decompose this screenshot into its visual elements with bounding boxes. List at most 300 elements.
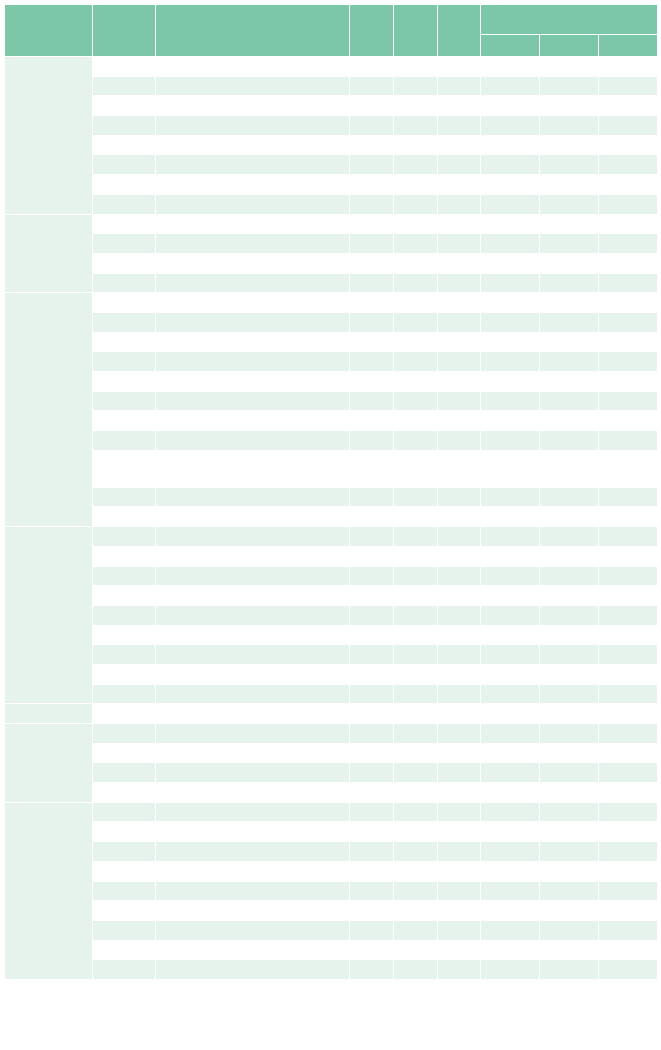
score-2018-cell (540, 450, 599, 487)
admitted-cell (394, 57, 438, 77)
admitted-cell (394, 332, 438, 352)
table-row (5, 234, 658, 254)
applicants-cell (350, 901, 394, 921)
admitted-cell (394, 802, 438, 822)
applicants-cell (350, 763, 394, 783)
score-2017-cell (599, 645, 658, 665)
exempt-cell (438, 822, 481, 842)
applicants-cell (350, 625, 394, 645)
code-cell (93, 116, 156, 136)
score-2018-cell (540, 155, 599, 175)
applicants-cell (350, 664, 394, 684)
applicants-cell (350, 431, 394, 451)
score-2018-cell (540, 704, 599, 724)
table-row (5, 605, 658, 625)
applicants-cell (350, 450, 394, 487)
score-2017-cell (599, 960, 658, 980)
admitted-cell (394, 704, 438, 724)
major-name-cell (156, 76, 350, 96)
table-row (5, 507, 658, 527)
admitted-cell (394, 214, 438, 234)
admitted-cell (394, 566, 438, 586)
score-2018-cell (540, 253, 599, 273)
code-cell (93, 586, 156, 606)
table-row (5, 273, 658, 293)
code-cell (93, 546, 156, 566)
code-cell (93, 901, 156, 921)
score-2018-cell (540, 724, 599, 744)
exempt-cell (438, 527, 481, 547)
score-2017-cell (599, 487, 658, 507)
code-cell (93, 684, 156, 704)
score-2018-cell (540, 802, 599, 822)
score-2019-cell (481, 96, 540, 116)
score-2019-cell (481, 155, 540, 175)
score-2019-cell (481, 391, 540, 411)
score-2019-cell (481, 901, 540, 921)
exempt-cell (438, 352, 481, 372)
applicants-cell (350, 332, 394, 352)
score-2019-cell (481, 586, 540, 606)
admitted-cell (394, 135, 438, 155)
header-code (93, 5, 156, 57)
score-2018-cell (540, 763, 599, 783)
table-row (5, 450, 658, 487)
applicants-cell (350, 76, 394, 96)
score-2018-cell (540, 861, 599, 881)
table-row (5, 881, 658, 901)
score-2019-cell (481, 546, 540, 566)
score-2019-cell (481, 802, 540, 822)
score-2017-cell (599, 391, 658, 411)
exempt-cell (438, 684, 481, 704)
score-2018-cell (540, 135, 599, 155)
score-2017-cell (599, 411, 658, 431)
score-2018-cell (540, 431, 599, 451)
exempt-cell (438, 901, 481, 921)
major-name-cell (156, 566, 350, 586)
admitted-cell (394, 273, 438, 293)
major-name-cell (156, 450, 350, 487)
score-2017-cell (599, 312, 658, 332)
score-2018-cell (540, 57, 599, 77)
score-2019-cell (481, 411, 540, 431)
score-2018-cell (540, 332, 599, 352)
score-2019-cell (481, 57, 540, 77)
exempt-cell (438, 273, 481, 293)
code-cell (93, 802, 156, 822)
table-row (5, 704, 658, 724)
major-name-cell (156, 391, 350, 411)
admitted-cell (394, 527, 438, 547)
score-2019-cell (481, 253, 540, 273)
score-2017-cell (599, 763, 658, 783)
score-2019-cell (481, 431, 540, 451)
table-row (5, 194, 658, 214)
table-row (5, 645, 658, 665)
exempt-cell (438, 450, 481, 487)
major-name-cell (156, 372, 350, 392)
exempt-cell (438, 372, 481, 392)
code-cell (93, 431, 156, 451)
applicants-cell (350, 645, 394, 665)
score-2017-cell (599, 234, 658, 254)
score-2019-cell (481, 332, 540, 352)
applicants-cell (350, 312, 394, 332)
score-2019-cell (481, 842, 540, 862)
score-2017-cell (599, 684, 658, 704)
table-row (5, 625, 658, 645)
score-2017-cell (599, 546, 658, 566)
score-2018-cell (540, 312, 599, 332)
major-name-cell (156, 332, 350, 352)
college-cell (5, 704, 93, 724)
score-2017-cell (599, 372, 658, 392)
admitted-cell (394, 724, 438, 744)
applicants-cell (350, 743, 394, 763)
score-2018-cell (540, 527, 599, 547)
admission-table (4, 4, 658, 980)
exempt-cell (438, 332, 481, 352)
table-row (5, 586, 658, 606)
admitted-cell (394, 605, 438, 625)
score-2017-cell (599, 842, 658, 862)
applicants-cell (350, 802, 394, 822)
header-exempt (438, 5, 481, 57)
score-2019-cell (481, 566, 540, 586)
table-row (5, 135, 658, 155)
exempt-cell (438, 960, 481, 980)
code-cell (93, 487, 156, 507)
score-2019-cell (481, 861, 540, 881)
score-2018-cell (540, 391, 599, 411)
score-2018-cell (540, 842, 599, 862)
exempt-cell (438, 135, 481, 155)
code-cell (93, 645, 156, 665)
major-name-cell (156, 116, 350, 136)
score-2017-cell (599, 273, 658, 293)
score-2019-cell (481, 527, 540, 547)
table-row (5, 411, 658, 431)
major-name-cell (156, 586, 350, 606)
score-2017-cell (599, 822, 658, 842)
table-row (5, 861, 658, 881)
score-2017-cell (599, 253, 658, 273)
score-2017-cell (599, 96, 658, 116)
table-row (5, 431, 658, 451)
applicants-cell (350, 391, 394, 411)
exempt-cell (438, 920, 481, 940)
score-2017-cell (599, 743, 658, 763)
table-row (5, 372, 658, 392)
exempt-cell (438, 546, 481, 566)
exempt-cell (438, 783, 481, 803)
applicants-cell (350, 861, 394, 881)
major-name-cell (156, 783, 350, 803)
admitted-cell (394, 352, 438, 372)
applicants-cell (350, 960, 394, 980)
score-2018-cell (540, 645, 599, 665)
admitted-cell (394, 783, 438, 803)
score-2017-cell (599, 586, 658, 606)
code-cell (93, 763, 156, 783)
major-name-cell (156, 194, 350, 214)
table-row (5, 391, 658, 411)
table-row (5, 802, 658, 822)
admitted-cell (394, 822, 438, 842)
table-row (5, 566, 658, 586)
table-row (5, 76, 658, 96)
major-name-cell (156, 842, 350, 862)
applicants-cell (350, 352, 394, 372)
header-college (5, 5, 93, 57)
exempt-cell (438, 743, 481, 763)
admitted-cell (394, 625, 438, 645)
score-2019-cell (481, 920, 540, 940)
score-2017-cell (599, 901, 658, 921)
major-name-cell (156, 940, 350, 960)
major-name-cell (156, 960, 350, 980)
code-cell (93, 352, 156, 372)
admitted-cell (394, 842, 438, 862)
code-cell (93, 234, 156, 254)
code-cell (93, 293, 156, 313)
score-2019-cell (481, 507, 540, 527)
score-2018-cell (540, 901, 599, 921)
applicants-cell (350, 566, 394, 586)
admitted-cell (394, 96, 438, 116)
major-name-cell (156, 214, 350, 234)
major-name-cell (156, 881, 350, 901)
code-cell (93, 155, 156, 175)
code-cell (93, 743, 156, 763)
score-2019-cell (481, 135, 540, 155)
exempt-cell (438, 724, 481, 744)
code-cell (93, 450, 156, 487)
score-2019-cell (481, 645, 540, 665)
score-2018-cell (540, 175, 599, 195)
header-admitted (394, 5, 438, 57)
score-2019-cell (481, 450, 540, 487)
score-2018-cell (540, 625, 599, 645)
applicants-cell (350, 704, 394, 724)
major-name-cell (156, 312, 350, 332)
exempt-cell (438, 861, 481, 881)
major-name-cell (156, 704, 350, 724)
score-2019-cell (481, 664, 540, 684)
admitted-cell (394, 175, 438, 195)
admitted-cell (394, 881, 438, 901)
college-cell (5, 527, 93, 704)
score-2019-cell (481, 214, 540, 234)
table-row (5, 312, 658, 332)
exempt-cell (438, 253, 481, 273)
table-row (5, 546, 658, 566)
exempt-cell (438, 57, 481, 77)
score-2018-cell (540, 783, 599, 803)
applicants-cell (350, 214, 394, 234)
score-2018-cell (540, 352, 599, 372)
major-name-cell (156, 861, 350, 881)
applicants-cell (350, 116, 394, 136)
score-2017-cell (599, 332, 658, 352)
table-row (5, 352, 658, 372)
major-name-cell (156, 431, 350, 451)
score-2017-cell (599, 861, 658, 881)
table-row (5, 763, 658, 783)
table-row (5, 96, 658, 116)
applicants-cell (350, 487, 394, 507)
code-cell (93, 312, 156, 332)
admitted-cell (394, 920, 438, 940)
exempt-cell (438, 664, 481, 684)
code-cell (93, 194, 156, 214)
major-name-cell (156, 684, 350, 704)
code-cell (93, 724, 156, 744)
admitted-cell (394, 487, 438, 507)
code-cell (93, 411, 156, 431)
exempt-cell (438, 605, 481, 625)
applicants-cell (350, 96, 394, 116)
header-year-2017 (599, 35, 658, 57)
score-2017-cell (599, 175, 658, 195)
score-2019-cell (481, 743, 540, 763)
major-name-cell (156, 920, 350, 940)
admitted-cell (394, 431, 438, 451)
score-2018-cell (540, 546, 599, 566)
score-2017-cell (599, 57, 658, 77)
score-2017-cell (599, 293, 658, 313)
major-name-cell (156, 763, 350, 783)
table-row (5, 664, 658, 684)
admitted-cell (394, 312, 438, 332)
applicants-cell (350, 586, 394, 606)
major-name-cell (156, 743, 350, 763)
code-cell (93, 507, 156, 527)
table-row (5, 214, 658, 234)
admitted-cell (394, 76, 438, 96)
admitted-cell (394, 684, 438, 704)
major-name-cell (156, 293, 350, 313)
major-name-cell (156, 253, 350, 273)
score-2017-cell (599, 724, 658, 744)
code-cell (93, 861, 156, 881)
applicants-cell (350, 273, 394, 293)
table-row (5, 783, 658, 803)
applicants-cell (350, 372, 394, 392)
code-cell (93, 940, 156, 960)
score-2019-cell (481, 372, 540, 392)
score-2017-cell (599, 566, 658, 586)
admitted-cell (394, 155, 438, 175)
score-2017-cell (599, 155, 658, 175)
major-name-cell (156, 625, 350, 645)
score-2017-cell (599, 704, 658, 724)
exempt-cell (438, 293, 481, 313)
table-row (5, 684, 658, 704)
code-cell (93, 175, 156, 195)
major-name-cell (156, 724, 350, 744)
admitted-cell (394, 586, 438, 606)
score-2019-cell (481, 940, 540, 960)
exempt-cell (438, 155, 481, 175)
applicants-cell (350, 940, 394, 960)
score-2018-cell (540, 411, 599, 431)
header-year-2018 (540, 35, 599, 57)
exempt-cell (438, 175, 481, 195)
table-row (5, 527, 658, 547)
score-2018-cell (540, 214, 599, 234)
admitted-cell (394, 901, 438, 921)
score-2019-cell (481, 605, 540, 625)
admitted-cell (394, 940, 438, 960)
exempt-cell (438, 940, 481, 960)
score-2018-cell (540, 743, 599, 763)
applicants-cell (350, 57, 394, 77)
table-row (5, 293, 658, 313)
applicants-cell (350, 842, 394, 862)
applicants-cell (350, 684, 394, 704)
score-2017-cell (599, 527, 658, 547)
admitted-cell (394, 234, 438, 254)
score-2018-cell (540, 76, 599, 96)
major-name-cell (156, 546, 350, 566)
score-2018-cell (540, 960, 599, 980)
exempt-cell (438, 586, 481, 606)
score-2019-cell (481, 175, 540, 195)
major-name-cell (156, 487, 350, 507)
applicants-cell (350, 135, 394, 155)
table-row (5, 724, 658, 744)
score-2019-cell (481, 312, 540, 332)
score-2019-cell (481, 76, 540, 96)
code-cell (93, 566, 156, 586)
score-2017-cell (599, 625, 658, 645)
header-year-2019 (481, 35, 540, 57)
exempt-cell (438, 234, 481, 254)
admitted-cell (394, 645, 438, 665)
score-2017-cell (599, 802, 658, 822)
major-name-cell (156, 155, 350, 175)
table-row (5, 960, 658, 980)
score-2018-cell (540, 96, 599, 116)
code-cell (93, 273, 156, 293)
table-row (5, 940, 658, 960)
major-name-cell (156, 57, 350, 77)
major-name-cell (156, 96, 350, 116)
score-2017-cell (599, 450, 658, 487)
score-2017-cell (599, 352, 658, 372)
exempt-cell (438, 431, 481, 451)
admitted-cell (394, 546, 438, 566)
score-2019-cell (481, 293, 540, 313)
score-2018-cell (540, 822, 599, 842)
code-cell (93, 783, 156, 803)
score-2019-cell (481, 273, 540, 293)
score-2018-cell (540, 586, 599, 606)
admitted-cell (394, 116, 438, 136)
admitted-cell (394, 411, 438, 431)
major-name-cell (156, 664, 350, 684)
exempt-cell (438, 194, 481, 214)
applicants-cell (350, 546, 394, 566)
exempt-cell (438, 411, 481, 431)
code-cell (93, 332, 156, 352)
exempt-cell (438, 507, 481, 527)
code-cell (93, 135, 156, 155)
score-2018-cell (540, 372, 599, 392)
score-2018-cell (540, 605, 599, 625)
